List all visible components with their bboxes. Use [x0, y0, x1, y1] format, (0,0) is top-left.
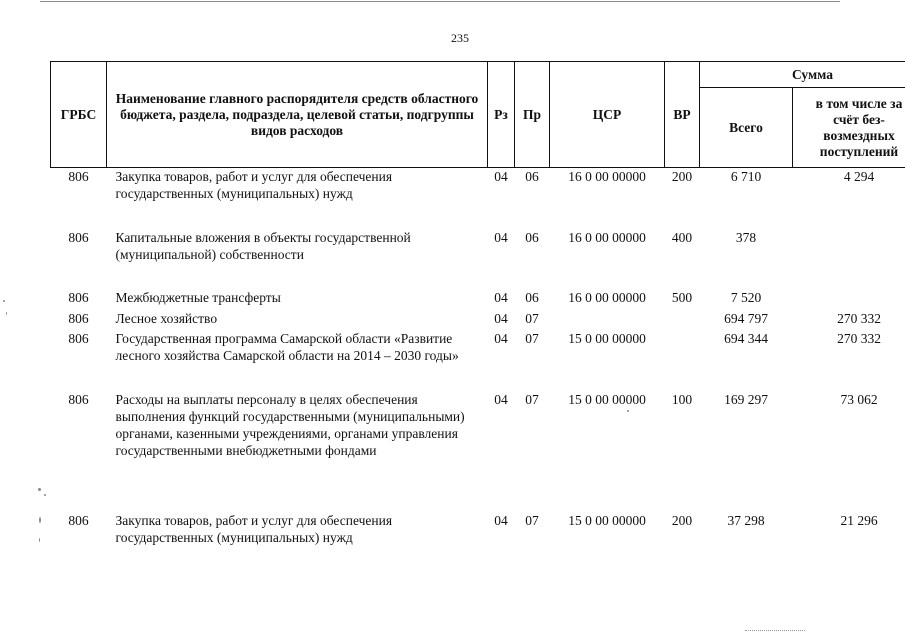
cell-vr: 200: [671, 512, 693, 528]
cell-csr: 15 0 00 00000: [568, 512, 646, 528]
scan-mark: [745, 630, 805, 631]
cell-vr: 400: [671, 229, 693, 245]
table-row: [51, 330, 905, 391]
cell-vr: [665, 330, 700, 391]
cell-total: 6 710: [730, 169, 762, 184]
table-row: [51, 512, 905, 546]
cell-grbs: 806: [68, 229, 89, 245]
cell-grbs: 806: [68, 330, 89, 346]
table-body: [51, 168, 905, 546]
budget-table: [50, 61, 905, 546]
cell-free: 270 332: [837, 330, 881, 346]
header-free: в том числе за счёт без-возмездных поступлений: [793, 88, 905, 168]
cell-pr: 06: [525, 229, 539, 245]
cell-free: 73 062: [840, 391, 878, 407]
cell-free: [793, 289, 905, 310]
cell-pr: 07: [525, 310, 539, 326]
cell-grbs: 806: [68, 512, 89, 528]
scan-speck: [3, 300, 5, 302]
table-row: [51, 229, 905, 289]
cell-name: Государственная программа Самарской области «Развитие лесного хозяйства Самарской области на 2014 – 2030 годы»: [115, 330, 459, 363]
cell-rz: 04: [494, 229, 508, 245]
cell-free: 21 296: [840, 512, 878, 528]
cell-rz: 04: [494, 391, 508, 407]
cell-name: Расходы на выплаты персоналу в целях обеспечения выполнения функций государственными (муниципальными) органами, казенными учреждениями, органами управления государственными внебюджетными фондами: [115, 391, 465, 458]
cell-total: 7 520: [730, 289, 762, 305]
cell-total: 694 344: [724, 330, 768, 346]
table-row: [51, 168, 905, 229]
cell-grbs: 806: [68, 391, 89, 407]
cell-pr: 07: [525, 330, 539, 346]
cell-csr: [550, 310, 665, 330]
cell-name: Закупка товаров, работ и услуг для обеспечения государственных (муниципальных) нужд: [115, 512, 393, 545]
header-rz: Рз: [488, 62, 515, 168]
cell-pr: 07: [525, 391, 539, 407]
scan-speck: [39, 538, 40, 542]
cell-rz: 04: [494, 330, 508, 346]
cell-grbs: 806: [68, 310, 89, 326]
cell-csr: 16 0 00 00000: [568, 289, 646, 305]
cell-rz: 04: [494, 289, 508, 305]
cell-rz: 04: [494, 169, 508, 184]
cell-name: Межбюджетные трансферты: [115, 289, 281, 305]
header-grbs: ГРБС: [51, 62, 107, 168]
cell-pr: 06: [525, 169, 539, 184]
table-header: [51, 62, 905, 168]
cell-vr: 100: [671, 391, 693, 407]
cell-name: Капитальные вложения в объекты государственной (муниципальной) собственности: [115, 229, 411, 262]
scan-speck: [6, 312, 7, 315]
cell-rz: 04: [494, 512, 508, 528]
cell-pr: 06: [525, 289, 539, 305]
cell-rz: 04: [494, 310, 508, 326]
cell-total: 378: [735, 229, 757, 245]
header-sum: Сумма: [700, 62, 905, 88]
table-row: [51, 391, 905, 512]
cell-name: Закупка товаров, работ и услуг для обеспечения государственных (муниципальных) нужд: [115, 169, 393, 201]
cell-name: Лесное хозяйство: [115, 310, 218, 326]
cell-csr: 15 0 00 00000: [568, 330, 646, 346]
cell-free: 4 294: [843, 169, 875, 184]
cell-csr: 15 0 00 00000: [568, 391, 646, 407]
header-total: Всего: [700, 88, 793, 168]
table-row: [51, 289, 905, 310]
cell-vr: 200: [671, 169, 693, 184]
scan-speck: [39, 517, 41, 523]
header-name: Наименование главного распорядителя средств областного бюджета, раздела, подраздела, целевой статьи, подгруппы видов расходов: [107, 62, 488, 168]
cell-total: 694 797: [724, 310, 768, 326]
header-pr: Пр: [515, 62, 550, 168]
header-vr: ВР: [665, 62, 700, 168]
scan-speck: [38, 488, 41, 491]
scan-speck: [44, 494, 46, 496]
page-number: 235: [451, 31, 469, 45]
top-border-line: [40, 1, 840, 2]
cell-csr: 16 0 00 00000: [568, 229, 646, 245]
table-row: [51, 310, 905, 330]
cell-vr: 500: [671, 289, 693, 305]
cell-total: 37 298: [727, 512, 765, 528]
cell-free: 270 332: [837, 310, 881, 326]
header-csr: ЦСР: [550, 62, 665, 168]
cell-grbs: 806: [68, 169, 89, 184]
cell-pr: 07: [525, 512, 539, 528]
cell-csr: 16 0 00 00000: [568, 169, 646, 184]
cell-vr: [665, 310, 700, 330]
cell-free: [793, 229, 905, 289]
scan-speck: [627, 410, 629, 412]
cell-grbs: 806: [68, 289, 89, 305]
cell-total: 169 297: [724, 391, 768, 407]
